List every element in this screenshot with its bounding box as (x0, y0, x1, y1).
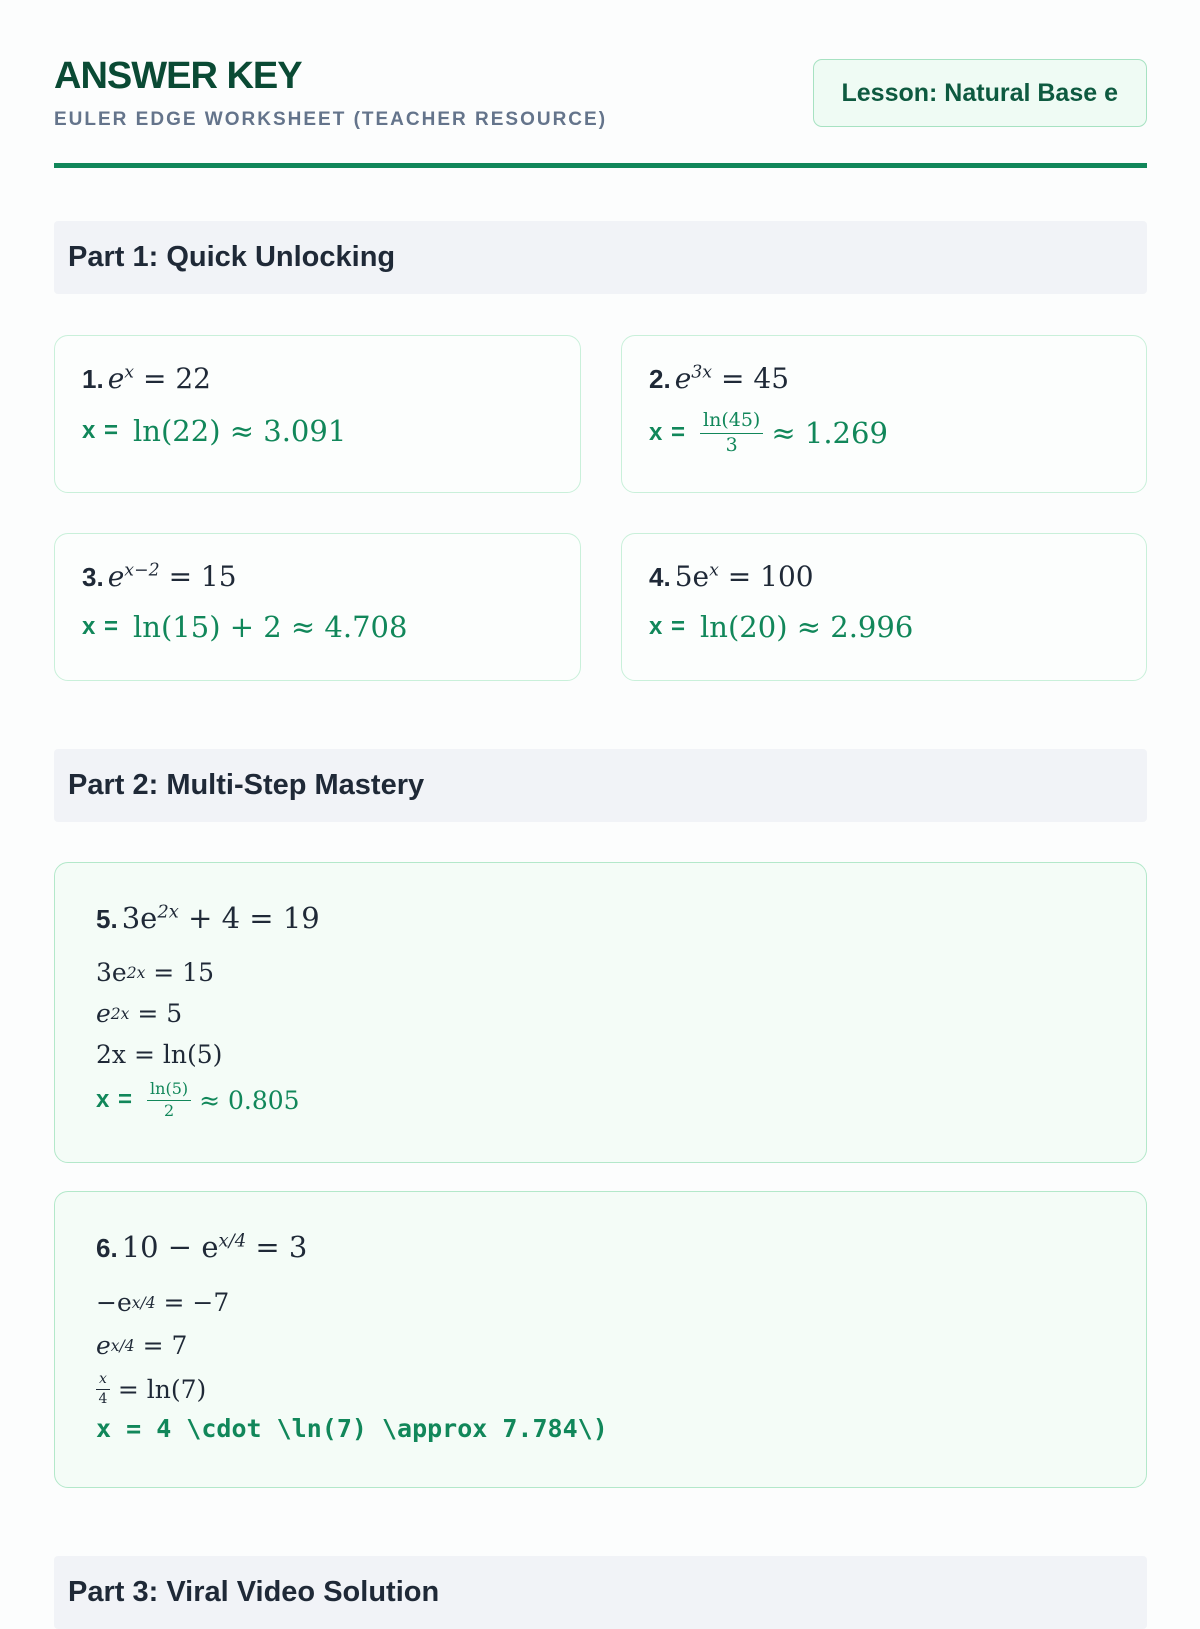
problem-statement: 2. $e^{3x} = 45$ (649, 362, 790, 395)
section-header-part1: Part 1: Quick Unlocking (54, 221, 1147, 294)
section-header-part2: Part 2: Multi-Step Mastery (54, 749, 1147, 822)
step-fraction: $\frac{x}{4}$ (96, 1372, 110, 1406)
answer-line: x = ln(15) + 2 ≈ 4.708 (82, 610, 408, 644)
answer-line: x = 4 \cdot \ln(7) \approx 7.784\) (96, 1414, 608, 1443)
solution-step: 3e 2x = 15 (96, 958, 214, 987)
answer-fraction: $\frac{\ln(45)}{3}$ (700, 411, 763, 456)
problem-card-4 (621, 533, 1147, 681)
section-header-part3: Part 3: Viral Video Solution (54, 1556, 1147, 1629)
answer-line: x = $\frac{\ln(45)}{3}$ ≈ 1.269 (649, 409, 888, 456)
problem-card-3 (54, 533, 581, 681)
solution-step: 2x = ln(5) (96, 1040, 223, 1069)
answer-line: x = ln(20) ≈ 2.996 (649, 610, 914, 644)
answer-line: x = ln(22) ≈ 3.091 (82, 414, 347, 448)
answer-line: x = $\frac{\ln(5)}{2}$ ≈ 0.805 (96, 1079, 300, 1120)
answer-fraction: $\frac{\ln(5)}{2}$ (147, 1081, 191, 1120)
problem-card-6 (54, 1191, 1147, 1488)
problem-card-1 (54, 335, 581, 493)
lesson-badge: Lesson: Natural Base e (813, 59, 1148, 127)
problem-statement: 1. $e^x = 22$ (82, 362, 211, 395)
solution-step: e 2x = 5 (96, 999, 183, 1028)
problem-statement: 5. $3e^{2x} + 4 = 19$ (96, 901, 320, 935)
worksheet-page (54, 0, 1147, 1608)
problem-statement: 6. $10 - e^{x/4} = 3$ (96, 1230, 308, 1264)
problem-card-2 (621, 335, 1147, 493)
page-title: ANSWER KEY (54, 55, 302, 97)
solution-step: $\frac{x}{4}$ = ln(7) (96, 1372, 206, 1406)
problem-statement: 4. $5e^x = 100$ (649, 560, 814, 593)
problem-statement: 3. $e^{x-2} = 15$ (82, 560, 237, 593)
solution-step: −e x/4 = −7 (96, 1288, 230, 1317)
page-subtitle: EULER EDGE WORKSHEET (TEACHER RESOURCE) (54, 109, 608, 130)
solution-step: e x/4 = 7 (96, 1331, 188, 1360)
problem-card-5 (54, 862, 1147, 1163)
page-header (54, 0, 1147, 168)
